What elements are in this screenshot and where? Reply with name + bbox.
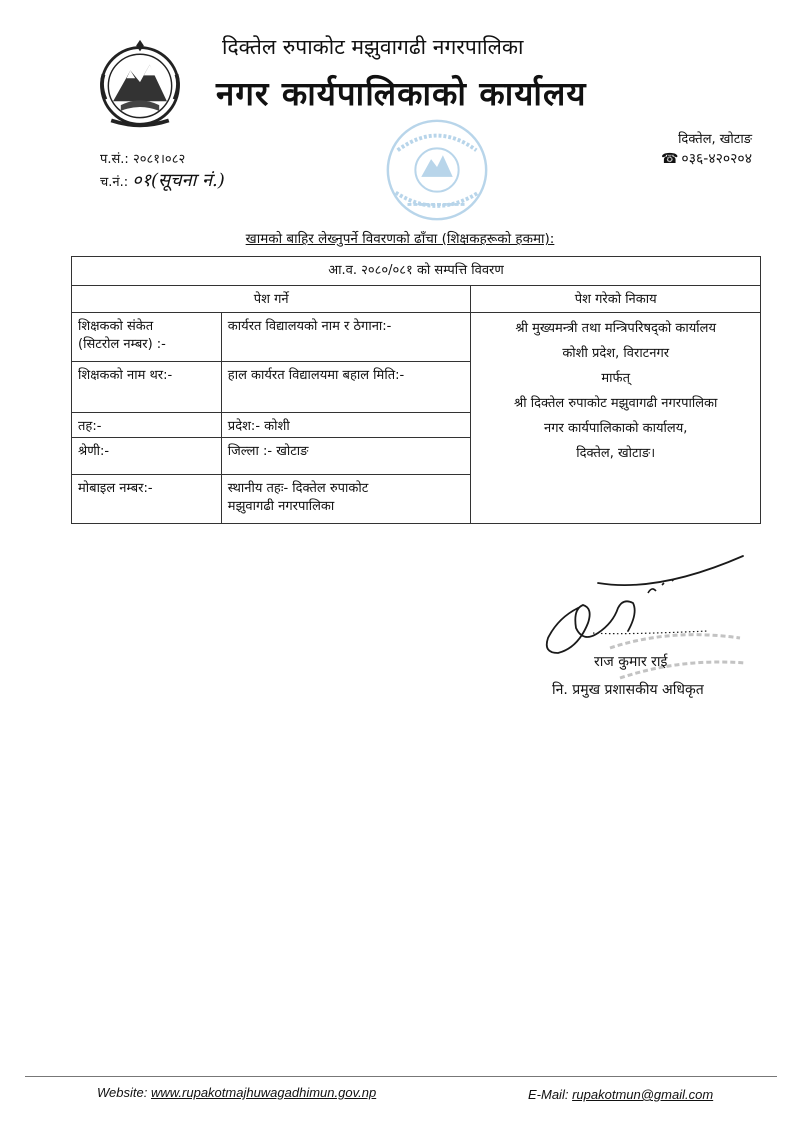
- office-stamp-icon: [378, 115, 496, 225]
- agency-line: कोशी प्रदेश, विराटनगर: [562, 346, 670, 361]
- row-value: [221, 313, 471, 362]
- recipient-agency: [471, 313, 761, 524]
- row-value: [221, 362, 471, 413]
- row-label: [72, 313, 222, 362]
- phone-number: [661, 149, 752, 168]
- value-line: मझुवागढी नगरपालिका: [227, 499, 335, 514]
- office-name: नगर कार्यपालिकाको कार्यालय: [216, 74, 587, 113]
- nepal-emblem-icon: [92, 36, 188, 132]
- signatory-title: नि. प्रमुख प्रशासकीय अधिकृत: [552, 682, 704, 698]
- agency-line: नगर कार्यपालिकाको कार्यालय,: [544, 421, 688, 436]
- footer-divider: [25, 1076, 777, 1077]
- row-label: [72, 438, 222, 475]
- office-location: दिक्तेल, खोटाङ: [678, 132, 752, 147]
- dispatch-number: [100, 168, 225, 192]
- website-link[interactable]: www.rupakotmajhuwagadhimun.gov.np: [150, 1085, 377, 1100]
- agency-line: श्री मुख्यमन्त्री तथा मन्त्रिपरिषद्को कार्यालय: [515, 321, 717, 336]
- row-value: [221, 438, 471, 475]
- row-value: [221, 475, 471, 524]
- document-heading: खामको बाहिर लेख्नुपर्ने विवरणको ढाँचा (शिक्षकहरूको हकमा):: [245, 231, 555, 247]
- value-line: कार्यरत विद्यालयको नाम र ठेगाना:-: [227, 319, 392, 334]
- row-value: [221, 413, 471, 438]
- row-label: [72, 362, 222, 413]
- email-link[interactable]: rupakotmun@gmail.com: [572, 1087, 714, 1102]
- column-header-row: [72, 286, 761, 313]
- value-line: जिल्ला :- खोटाङ: [227, 444, 309, 459]
- recipient-header: पेश गरेको निकाय: [471, 286, 761, 313]
- agency-line: दिक्तेल, खोटाङ।: [576, 446, 656, 461]
- dispatch-label: च.नं.:: [100, 175, 129, 190]
- envelope-format-table: [71, 256, 761, 524]
- label-line: तह:-: [78, 419, 102, 434]
- signatory-name: राज कुमार राई: [594, 654, 668, 670]
- reference-number: [100, 149, 185, 167]
- agency-line: मार्फत्: [601, 371, 630, 386]
- ref-label: प.सं.:: [100, 152, 129, 167]
- org-name: दिक्तेल रुपाकोट मझुवागढी नगरपालिका: [222, 35, 524, 59]
- label-line: मोबाइल नम्बर:-: [78, 481, 153, 496]
- footer-website: [97, 1085, 376, 1100]
- table-row: [72, 313, 761, 362]
- value-line: हाल कार्यरत विद्यालयमा बहाल मिति:-: [227, 368, 405, 383]
- table-title-row: [72, 257, 761, 286]
- phone-value: ०३६-४२०२०४: [681, 151, 752, 167]
- label-line: श्रेणी:-: [78, 444, 110, 459]
- email-label: E-Mail:: [528, 1087, 569, 1102]
- submitter-header: पेश गर्ने: [72, 286, 471, 313]
- value-line: प्रदेश:- कोशी: [227, 419, 290, 434]
- ref-value: २०८१।०८२: [132, 152, 186, 167]
- table-title: आ.व. २०८०/०८१ को सम्पत्ति विवरण: [72, 257, 761, 286]
- footer-email: [528, 1087, 713, 1102]
- telephone-icon: ☎: [660, 151, 679, 167]
- signature-icon: [538, 553, 748, 668]
- agency-line: श्री दिक्तेल रुपाकोट मझुवागढी नगरपालिका: [514, 396, 718, 411]
- website-label: Website:: [97, 1085, 148, 1100]
- dispatch-value: ०१(सूचना नं.): [132, 170, 225, 191]
- row-label: [72, 413, 222, 438]
- label-line: शिक्षकको संकेत: [78, 319, 154, 334]
- label-line: शिक्षकको नाम थर:-: [78, 368, 173, 383]
- value-line: स्थानीय तहः- दिक्तेल रुपाकोट: [227, 481, 369, 496]
- row-label: [72, 475, 222, 524]
- label-line: (सिटरोल नम्बर) :-: [78, 337, 166, 352]
